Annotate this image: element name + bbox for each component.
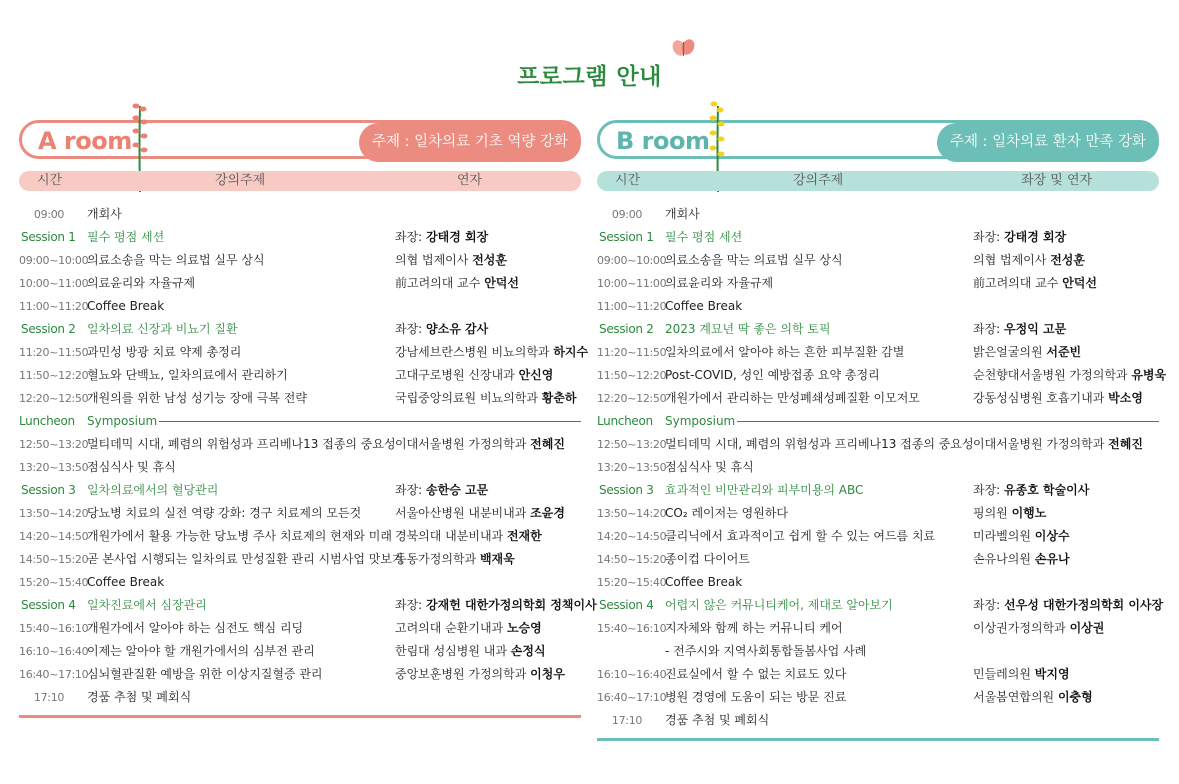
row-speaker	[395, 594, 597, 617]
speaker-name: 전혜진	[530, 437, 565, 451]
speaker-affiliation: 손유나의원	[973, 552, 1035, 566]
row-topic: 멀티데믹 시대, 폐렴의 위험성과 프리베나13 접종의 중요성	[665, 437, 974, 451]
schedule-row	[19, 203, 581, 226]
luncheon-row	[19, 410, 581, 433]
row-time: 15:20~15:40	[597, 576, 667, 589]
speaker-affiliation: 좌장:	[973, 230, 1005, 244]
row-speaker	[973, 341, 1081, 364]
row-topic: Coffee Break	[87, 299, 165, 313]
room-b-theme: 주제 : 일차의료 환자 만족 강화	[937, 123, 1159, 162]
row-time: 16:10~16:40	[597, 668, 667, 681]
speaker-affiliation: 서울아산병원 내분비내과	[395, 506, 531, 520]
speaker-name: 안덕선	[1062, 276, 1097, 290]
schedule-row	[597, 295, 1159, 318]
room-b-column-header	[597, 171, 1159, 191]
row-topic: 효과적인 비만관리와 피부미용의 ABC	[665, 483, 864, 497]
schedule-row	[19, 548, 581, 571]
row-time: 10:00~11:00	[597, 277, 667, 290]
speaker-affiliation: 이상권가정의학과	[973, 621, 1070, 635]
speaker-name: 유종호 학술이사	[1004, 483, 1090, 497]
room-b-header	[597, 120, 1159, 159]
row-time: 11:00~11:20	[19, 300, 89, 313]
row-speaker	[973, 548, 1070, 571]
speaker-name: 전성훈	[1050, 253, 1085, 267]
row-topic: 점심식사 및 휴식	[665, 460, 754, 474]
session-row	[597, 594, 1164, 617]
row-topic: 혈뇨와 단백뇨, 일차의료에서 관리하기	[87, 368, 288, 382]
col-time: 시간	[37, 173, 63, 188]
col-speaker: 좌장 및 연자	[1021, 173, 1093, 188]
speaker-name: 선우성 대한가정의학회 이사장	[1004, 598, 1164, 612]
row-time: 12:20~12:50	[597, 392, 667, 405]
session-row	[597, 479, 1159, 502]
row-time: Session 3	[21, 483, 76, 497]
row-topic: - 전주시와 지역사회통합돌봄사업 사례	[665, 644, 867, 658]
row-topic: 일차의료에서 알아야 하는 흔한 피부질환 감별	[665, 345, 905, 359]
session-row	[597, 318, 1159, 341]
row-topic: 개원가에서 활용 가능한 당뇨병 주사 치료제의 현재와 미래	[87, 529, 392, 543]
speaker-name: 박소영	[1108, 391, 1143, 405]
row-speaker	[395, 663, 565, 686]
row-speaker	[395, 387, 577, 410]
schedule-row	[597, 686, 1159, 709]
row-time: 15:40~16:10	[19, 622, 89, 635]
row-topic: 경품 추첨 및 폐회식	[87, 690, 192, 704]
row-speaker	[395, 272, 519, 295]
schedule-row	[597, 617, 1159, 640]
speaker-affiliation: 前고려의대 교수	[973, 276, 1063, 290]
row-topic: 개원의를 위한 남성 성기능 장애 극복 전략	[87, 391, 307, 405]
speaker-affiliation: 국립중앙의료원 비뇨의학과	[395, 391, 542, 405]
row-time: 13:50~14:20	[597, 507, 667, 520]
row-topic: Coffee Break	[87, 575, 165, 589]
session-row	[597, 226, 1159, 249]
row-topic: 지자체와 함께 하는 커뮤니티 케어	[665, 621, 843, 635]
row-time: 14:50~15:20	[597, 553, 667, 566]
schedule-row	[19, 686, 581, 709]
row-time: Session 2	[21, 322, 76, 336]
speaker-affiliation: 동동가정의학과	[395, 552, 480, 566]
row-time: Luncheon	[597, 414, 653, 428]
room-a-bottom-line	[19, 715, 581, 718]
row-speaker	[973, 364, 1167, 387]
page-title: 프로그램 안내	[517, 64, 662, 90]
session-row	[19, 318, 581, 341]
col-time: 시간	[615, 173, 641, 188]
speaker-name: 양소유 감사	[426, 322, 489, 336]
row-topic: 일차의료에서의 혈당관리	[87, 483, 219, 497]
row-time: 17:10	[33, 691, 65, 704]
row-topic: 이제는 알아야 할 개원가에서의 심부전 관리	[87, 644, 315, 658]
row-topic: 필수 평점 세션	[665, 230, 743, 244]
row-time: 12:50~13:20	[19, 438, 89, 451]
room-a-name: A room	[38, 127, 132, 155]
row-topic: 2023 계묘년 딱 좋은 의학 토픽	[665, 322, 831, 336]
speaker-name: 전성훈	[472, 253, 507, 267]
speaker-affiliation: 경북의대 내분비내과	[395, 529, 507, 543]
speaker-name: 송한승 고문	[426, 483, 489, 497]
speaker-affiliation: 미라벨의원	[973, 529, 1035, 543]
row-speaker	[395, 479, 488, 502]
row-speaker	[395, 525, 542, 548]
row-time: Session 2	[599, 322, 654, 336]
row-speaker	[973, 272, 1097, 295]
row-topic: 개회사	[87, 207, 122, 221]
speaker-name: 이상수	[1034, 529, 1070, 543]
row-time: 15:20~15:40	[19, 576, 89, 589]
row-time: 09:00~10:00	[597, 254, 667, 267]
speaker-affiliation: 좌장:	[395, 322, 427, 336]
row-speaker	[973, 249, 1085, 272]
speaker-name: 손유나	[1034, 552, 1070, 566]
row-topic: Coffee Break	[665, 299, 743, 313]
schedule-row	[597, 525, 1159, 548]
room-a-header	[19, 120, 581, 159]
speaker-affiliation: 좌장:	[973, 483, 1005, 497]
row-speaker	[395, 617, 542, 640]
schedule-row	[19, 571, 581, 594]
row-speaker	[973, 387, 1143, 410]
row-time: 15:40~16:10	[597, 622, 667, 635]
row-time: 12:50~13:20	[597, 438, 667, 451]
col-topic: 강의주제	[793, 173, 844, 188]
col-speaker: 연자	[457, 173, 483, 188]
speaker-affiliation: 고대구로병원 신장내과	[395, 368, 519, 382]
row-time: 16:10~16:40	[19, 645, 89, 658]
speaker-name: 백재욱	[479, 552, 515, 566]
row-time: Session 4	[21, 598, 76, 612]
row-speaker	[973, 663, 1070, 686]
speaker-name: 우정익 고문	[1004, 322, 1067, 336]
speaker-name: 전재한	[506, 529, 542, 543]
speaker-affiliation: 핑의원	[973, 506, 1012, 520]
room-a-column-header	[19, 171, 581, 191]
speaker-name: 이상권	[1069, 621, 1105, 635]
schedule-row	[19, 525, 581, 548]
row-time: 09:00	[611, 208, 643, 221]
row-time: 17:10	[611, 714, 643, 727]
row-time: 11:20~11:50	[597, 346, 667, 359]
schedule-row	[597, 433, 1159, 456]
row-time: 11:50~12:20	[597, 369, 667, 382]
schedule-row	[19, 640, 581, 663]
schedule-row	[597, 364, 1167, 387]
speaker-name: 박지영	[1034, 667, 1070, 681]
speaker-name: 손정식	[510, 644, 546, 658]
row-topic: Symposium	[87, 414, 158, 428]
schedule-row	[597, 456, 1159, 479]
row-topic: 의료윤리와 자율규제	[665, 276, 774, 290]
schedule-row	[19, 617, 581, 640]
row-time: 09:00	[33, 208, 65, 221]
schedule-row	[597, 502, 1159, 525]
row-time: Luncheon	[19, 414, 75, 428]
speaker-affiliation: 중앙보훈병원 가정의학과	[395, 667, 531, 681]
speaker-name: 하지수	[553, 345, 589, 359]
speaker-affiliation: 한림대 성심병원 내과	[395, 644, 511, 658]
speaker-affiliation: 좌장:	[395, 230, 427, 244]
schedule-row	[19, 272, 581, 295]
speaker-affiliation: 의협 법제이사	[973, 253, 1051, 267]
schedule-row	[19, 364, 581, 387]
schedule-row	[19, 433, 581, 456]
room-b-schedule	[597, 203, 1167, 732]
schedule-row	[597, 571, 1159, 594]
row-speaker	[973, 686, 1093, 709]
speaker-name: 강태경 회장	[426, 230, 489, 244]
row-topic: 개원가에서 알아야 하는 심전도 핵심 리딩	[87, 621, 304, 635]
row-topic: 일차진료에서 심장관리	[87, 598, 207, 612]
speaker-name: 전혜진	[1108, 437, 1143, 451]
speaker-name: 강태경 회장	[1004, 230, 1067, 244]
row-speaker	[973, 479, 1089, 502]
row-time: Session 1	[599, 230, 654, 244]
speaker-name: 이충형	[1057, 690, 1093, 704]
row-time: 13:50~14:20	[19, 507, 89, 520]
session-row	[19, 479, 581, 502]
speaker-affiliation: 강남세브란스병원 비뇨의학과	[395, 345, 554, 359]
speaker-affiliation: 이대서울병원 가정의학과	[395, 437, 531, 451]
row-time: 16:40~17:10	[19, 668, 89, 681]
row-time: 16:40~17:10	[597, 691, 667, 704]
row-speaker	[973, 433, 1143, 456]
speaker-affiliation: 의협 법제이사	[395, 253, 473, 267]
schedule-row	[19, 456, 581, 479]
row-speaker	[973, 617, 1104, 640]
speaker-affiliation: 민들레의원	[973, 667, 1035, 681]
row-speaker	[973, 226, 1066, 249]
row-topic: 어렵지 않은 커뮤니티케어, 제대로 알아보기	[665, 598, 893, 612]
session-row	[19, 226, 581, 249]
session-row	[19, 594, 597, 617]
speaker-name: 조윤경	[530, 506, 565, 520]
row-time: 13:20~13:50	[597, 461, 667, 474]
schedule-row	[597, 548, 1159, 571]
row-topic: 멀티데믹 시대, 폐렴의 위험성과 프리베나13 접종의 중요성	[87, 437, 396, 451]
speaker-affiliation: 좌장:	[395, 598, 427, 612]
schedule-row	[19, 663, 581, 686]
row-speaker	[395, 364, 553, 387]
row-topic: 개회사	[665, 207, 700, 221]
row-speaker	[395, 318, 488, 341]
speaker-affiliation: 이대서울병원 가정의학과	[973, 437, 1109, 451]
luncheon-row	[597, 410, 1159, 433]
schedule-row	[597, 249, 1159, 272]
row-topic: 의료소송을 막는 의료법 실무 상식	[87, 253, 265, 267]
row-topic: 심뇌혈관질환 예방을 위한 이상지질혈증 관리	[87, 667, 323, 681]
room-a-schedule	[19, 203, 597, 709]
speaker-affiliation: 前고려의대 교수	[395, 276, 485, 290]
schedule-row	[597, 272, 1159, 295]
row-time: 14:20~14:50	[19, 530, 89, 543]
row-topic: 진료실에서 할 수 없는 치료도 있다	[665, 667, 847, 681]
row-speaker	[395, 433, 565, 456]
row-topic: 곧 본사업 시행되는 일차의료 만성질환 관리 시범사업 맛보기	[87, 552, 404, 566]
row-time: 10:00~11:00	[19, 277, 89, 290]
speaker-affiliation: 강동성심병원 호흡기내과	[973, 391, 1109, 405]
schedule-row	[597, 341, 1159, 364]
row-speaker	[973, 502, 1046, 525]
luncheon-divider	[159, 421, 581, 422]
speaker-name: 안신영	[518, 368, 554, 382]
speaker-affiliation: 좌장:	[973, 598, 1005, 612]
luncheon-divider	[737, 421, 1159, 422]
speaker-affiliation: 서울봄연합의원	[973, 690, 1058, 704]
row-topic: 개원가에서 관리하는 만성폐쇄성폐질환 이모저모	[665, 391, 920, 405]
speaker-name: 이청우	[530, 667, 565, 681]
row-speaker	[395, 249, 507, 272]
row-speaker	[395, 502, 565, 525]
row-topic: 점심식사 및 휴식	[87, 460, 176, 474]
row-time: 14:50~15:20	[19, 553, 89, 566]
schedule-row	[597, 387, 1159, 410]
schedule-row	[597, 640, 1159, 663]
speaker-name: 노승영	[506, 621, 542, 635]
row-topic: 의료소송을 막는 의료법 실무 상식	[665, 253, 843, 267]
speaker-affiliation: 고려의대 순환기내과	[395, 621, 507, 635]
speaker-affiliation: 좌장:	[395, 483, 427, 497]
row-speaker	[973, 594, 1164, 617]
row-topic: 과민성 방광 치료 약제 총정리	[87, 345, 242, 359]
row-topic: 경품 추첨 및 폐회식	[665, 713, 770, 727]
row-speaker	[395, 640, 546, 663]
row-speaker	[395, 341, 589, 364]
row-topic: 필수 평점 세션	[87, 230, 165, 244]
butterfly-icon	[671, 38, 697, 60]
schedule-row	[19, 341, 589, 364]
row-time: 11:00~11:20	[597, 300, 667, 313]
row-time: 11:50~12:20	[19, 369, 89, 382]
row-topic: 병원 경영에 도움이 되는 방문 진료	[665, 690, 847, 704]
speaker-name: 안덕선	[484, 276, 519, 290]
col-topic: 강의주제	[215, 173, 266, 188]
schedule-row	[597, 203, 1159, 226]
schedule-row	[19, 295, 581, 318]
row-topic: 종이컵 다이어트	[665, 552, 750, 566]
row-topic: 의료윤리와 자율규제	[87, 276, 196, 290]
row-time: 09:00~10:00	[19, 254, 89, 267]
row-topic: 일차의료 신장과 비뇨기 질환	[87, 322, 238, 336]
room-b-name: B room	[616, 127, 710, 155]
row-topic: 클리닉에서 효과적이고 쉽게 할 수 있는 여드름 치료	[665, 529, 936, 543]
row-topic: Coffee Break	[665, 575, 743, 589]
row-topic: Post-COVID, 성인 예방접종 요약 총정리	[665, 368, 880, 382]
row-speaker	[395, 226, 488, 249]
speaker-affiliation: 밝은얼굴의원	[973, 345, 1047, 359]
row-time: 14:20~14:50	[597, 530, 667, 543]
speaker-name: 이행노	[1011, 506, 1047, 520]
row-topic: 당뇨병 치료의 실전 역량 강화: 경구 치료제의 모든것	[87, 506, 362, 520]
row-time: Session 3	[599, 483, 654, 497]
speaker-name: 황춘하	[541, 391, 577, 405]
room-b-bottom-line	[597, 738, 1159, 741]
speaker-name: 유병욱	[1131, 368, 1167, 382]
row-speaker	[395, 548, 515, 571]
schedule-row	[597, 663, 1159, 686]
schedule-row	[19, 502, 581, 525]
row-time: 11:20~11:50	[19, 346, 89, 359]
schedule-row	[597, 709, 1159, 732]
schedule-row	[19, 249, 581, 272]
row-speaker	[973, 318, 1066, 341]
speaker-affiliation: 좌장:	[973, 322, 1005, 336]
row-time: Session 1	[21, 230, 76, 244]
row-time: 13:20~13:50	[19, 461, 89, 474]
room-a-theme: 주제 : 일차의료 기초 역량 강화	[359, 123, 581, 162]
row-topic: Symposium	[665, 414, 736, 428]
speaker-name: 서준빈	[1046, 345, 1082, 359]
row-topic: CO₂ 레이저는 영원하다	[665, 506, 789, 520]
row-time: Session 4	[599, 598, 654, 612]
speaker-affiliation: 순천향대서울병원 가정의학과	[973, 368, 1132, 382]
schedule-row	[19, 387, 581, 410]
speaker-name: 강재헌 대한가정의학회 정책이사	[426, 598, 597, 612]
row-time: 12:20~12:50	[19, 392, 89, 405]
row-speaker	[973, 525, 1070, 548]
